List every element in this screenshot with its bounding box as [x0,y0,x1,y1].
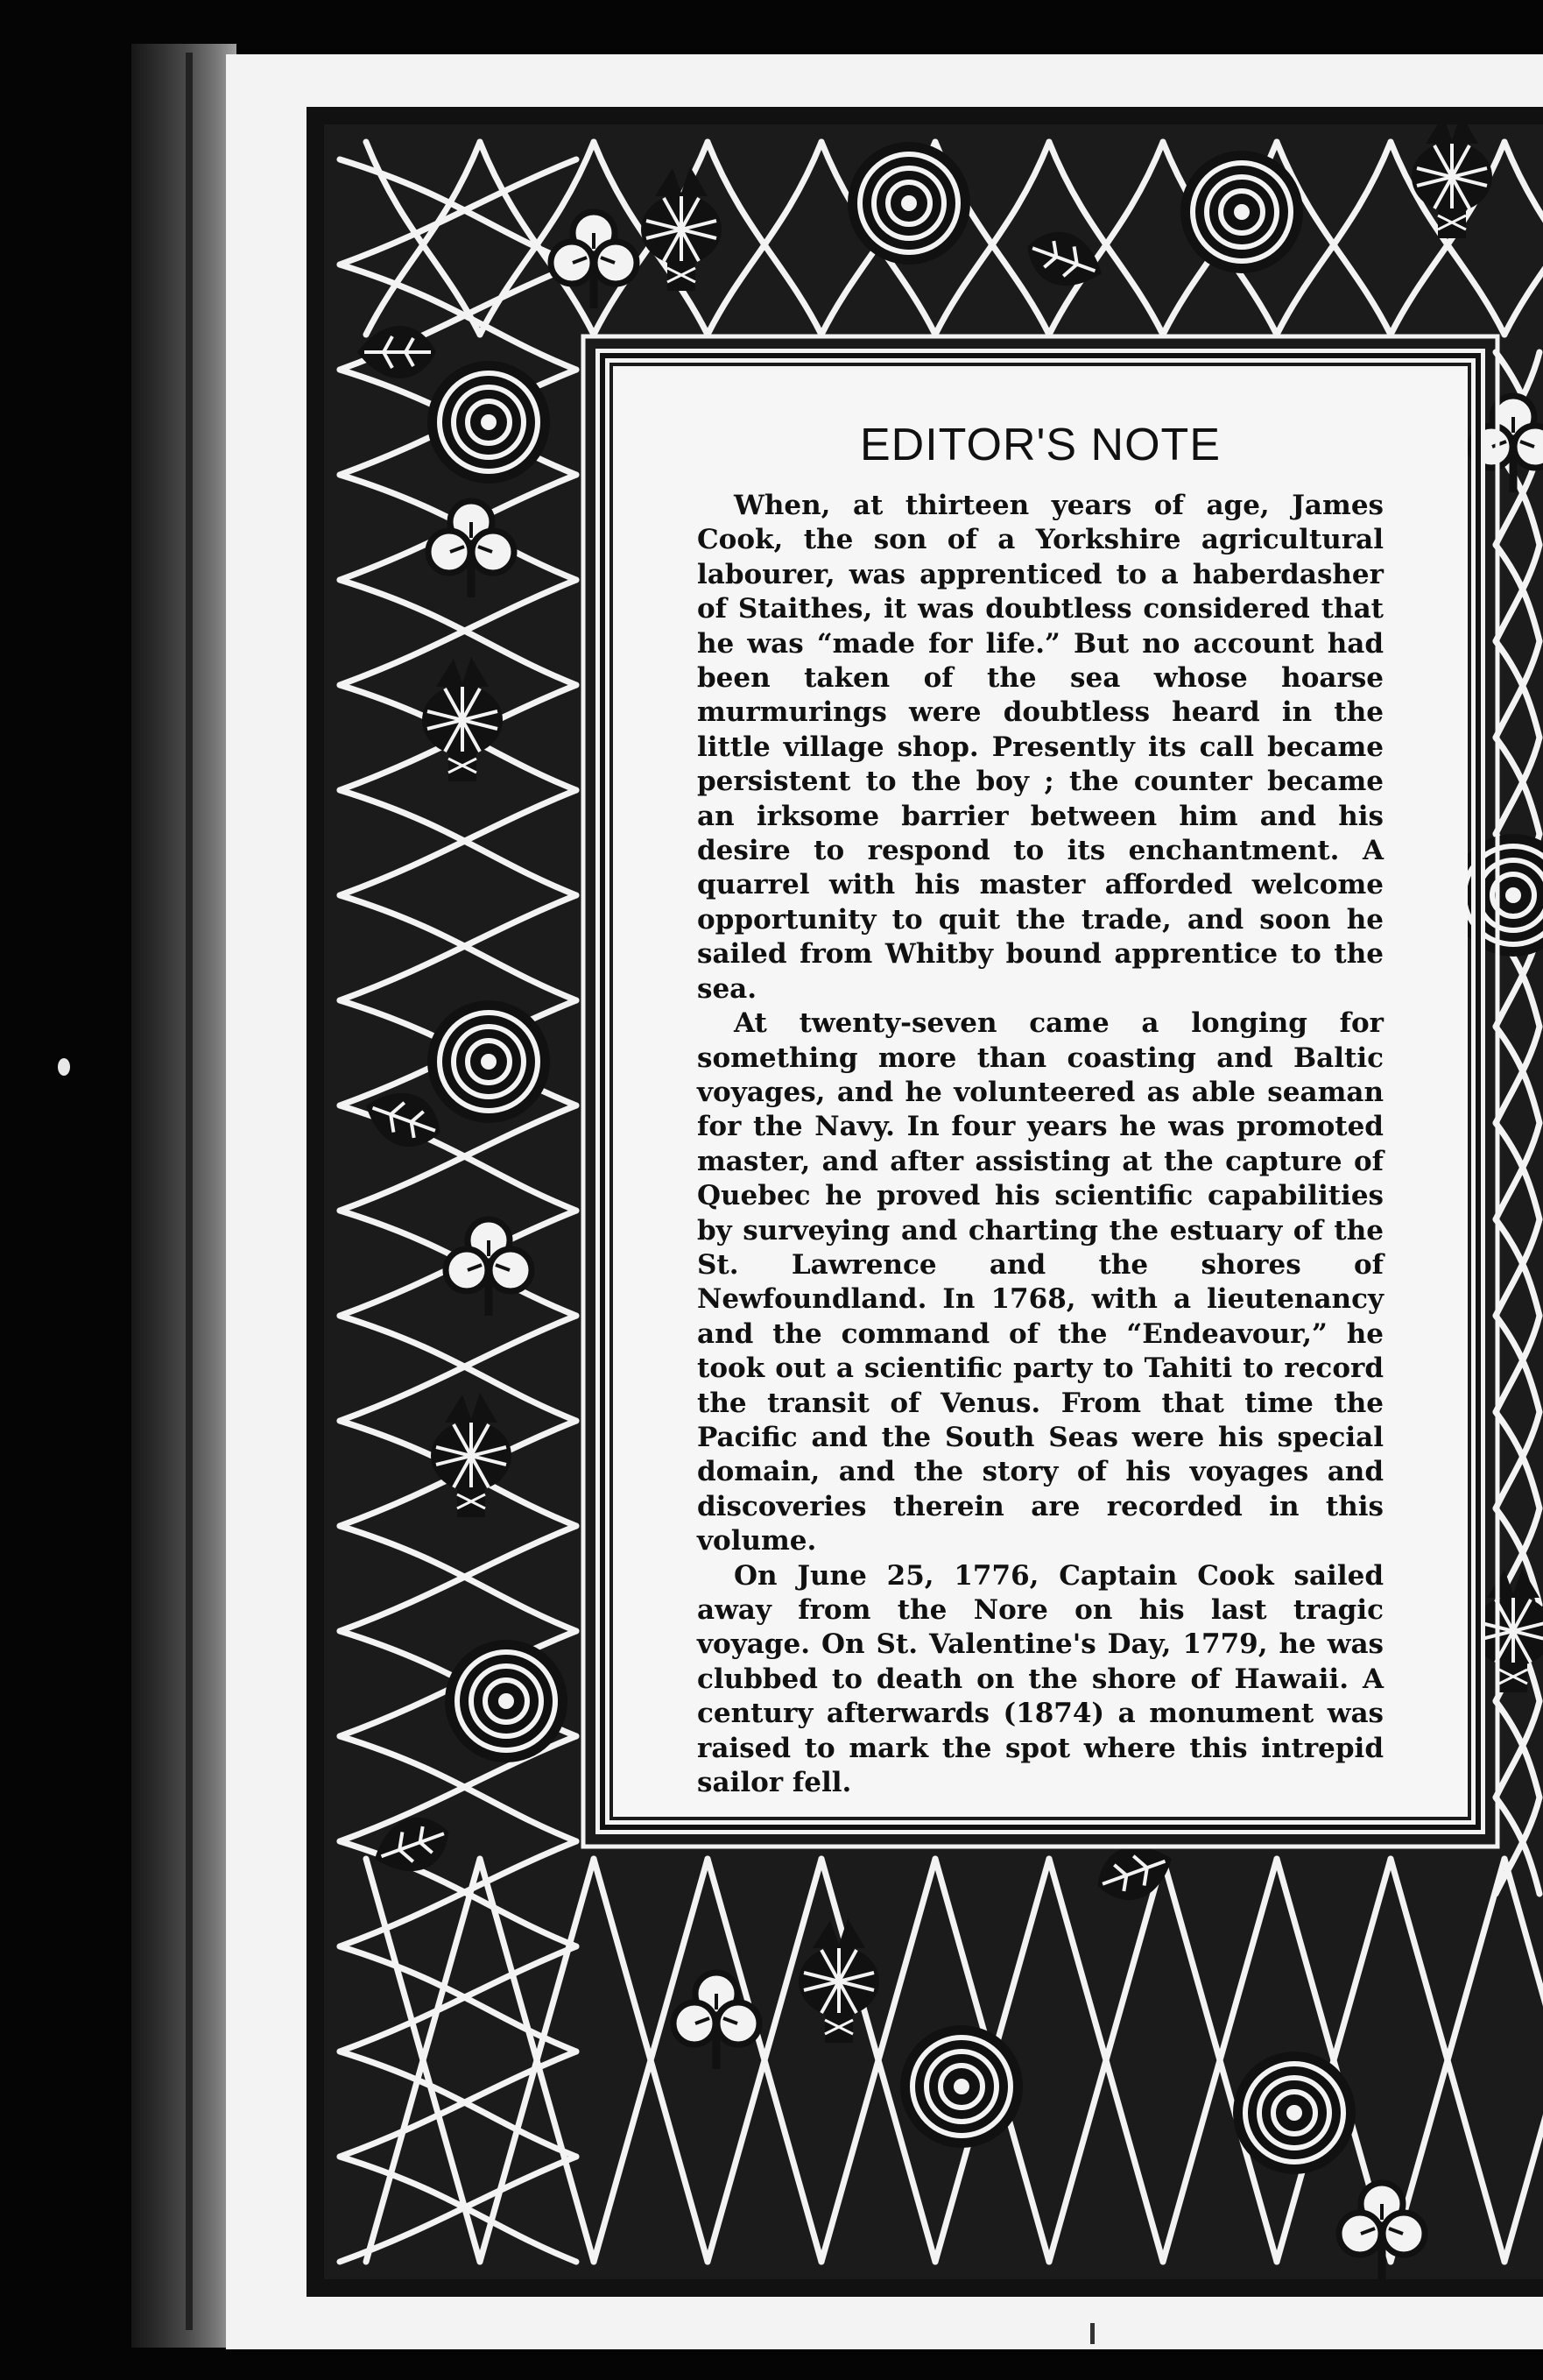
rose-icon [848,142,970,265]
page-mark [1090,2323,1095,2344]
rose-icon [1233,2052,1356,2174]
rose-icon [900,2025,1023,2148]
page-title: EDITOR'S NOTE [859,420,1221,470]
rose-icon [1180,151,1303,273]
paragraph-1: When, at thirteen years of age, James Cook, the son of a Yorkshire agricultural labourer, was apprenticed to a haberdasher of Staithes, it was doubtless considered that he was “made for life.” But no account had been taken of the sea whose hoarse murmurings were doubtless heard in the little village shop. Presently its call became persistent to the boy ; the counter became an irksome barrier between him and his desire to respond to its enchantment. A quarrel with his master afforded welcome opportunity to quit the trade, and soon he sailed from Whitby bound apprentice to the sea. [697,490,1384,1005]
text-panel [613,366,1468,1817]
rose-icon [445,1640,567,1762]
spine-edge [186,53,193,2330]
rose-icon [427,361,550,484]
dust-speck [58,1058,70,1076]
book-page [226,54,1543,2349]
paragraph-2: At twenty-seven came a longing for something more than coasting and Baltic voyages, and he volunteered as able seaman for the Navy. In four years he was promoted master, and after assisting at the capture of Quebec he proved his scientific capabilities by surveying and charting the estuary of the St. Lawrence and the shores of Newfoundland. In 1768, with a lieutenancy and the command of the “Endeavour,” he took out a scientific party to Tahiti to record the transit of Venus. From that time the Pacific and the South Seas were his special domain, and the story of his voyages and discoveries therein are recorded in this volume. [697,1007,1384,1557]
rose-icon [427,1000,550,1123]
note-body [697,489,1384,1800]
book-spine [131,44,236,2348]
paragraph-3: On June 25, 1776, Captain Cook sailed away from the Nore on his last tragic voyage. On St. Valentine's Day, 1779, he was clubbed to death on the shore of Hawaii. A century afterwards (1874) a monument was raised to mark the spot where this intrepid sailor fell. [697,1559,1384,1799]
